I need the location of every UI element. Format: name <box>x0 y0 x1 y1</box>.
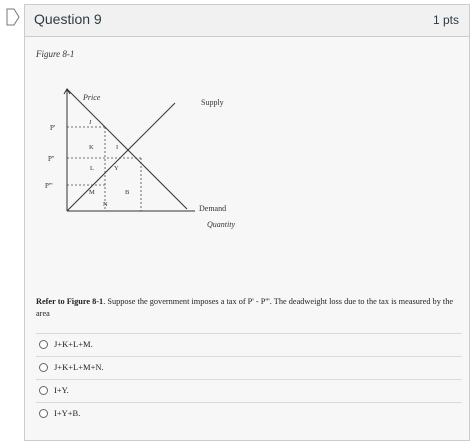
area-label-y: Y <box>114 165 119 172</box>
area-label-m: M <box>89 189 95 196</box>
supply-demand-diagram <box>43 85 243 235</box>
answer-option[interactable] <box>36 379 462 402</box>
answer-option[interactable] <box>36 356 462 379</box>
supply-curve <box>67 103 175 211</box>
price-label-p2: P'' <box>48 155 55 163</box>
answer-label[interactable]: J+K+L+M. <box>54 339 93 349</box>
radio-button[interactable] <box>39 340 48 349</box>
radio-button[interactable] <box>39 386 48 395</box>
area-label-b: B <box>125 189 130 196</box>
flag-icon[interactable] <box>6 8 20 26</box>
answer-option[interactable] <box>36 402 462 425</box>
question-title: Question 9 <box>34 11 102 27</box>
answer-label[interactable]: I+Y+B. <box>54 408 81 418</box>
price-label-p3: P''' <box>45 182 53 190</box>
question-text <box>36 296 462 320</box>
area-label-l: L <box>90 165 94 172</box>
question-points: 1 pts <box>432 13 459 27</box>
question-header <box>25 5 469 37</box>
question-body: . Suppose the government imposes a tax of P' - P'''. The deadweight loss due to the tax is measured by the area <box>36 297 454 318</box>
y-axis-label: Price <box>83 93 101 102</box>
figure-label: Figure 8-1 <box>36 49 75 59</box>
answer-label[interactable]: J+K+L+M+N. <box>54 362 104 372</box>
area-label-k: K <box>89 144 94 151</box>
radio-button[interactable] <box>39 363 48 372</box>
area-label-i: I <box>116 144 119 151</box>
area-label-n: N <box>103 201 108 208</box>
demand-label: Demand <box>199 204 227 213</box>
supply-label: Supply <box>201 98 224 107</box>
area-label-j: J <box>89 119 92 126</box>
figure-reference: Refer to Figure 8-1 <box>36 297 104 306</box>
answer-label[interactable]: I+Y. <box>54 385 69 395</box>
question-card <box>24 4 470 441</box>
price-label-p1: P' <box>50 124 56 132</box>
radio-button[interactable] <box>39 409 48 418</box>
x-axis-label: Quantity <box>207 220 235 229</box>
answer-option[interactable] <box>36 333 462 356</box>
